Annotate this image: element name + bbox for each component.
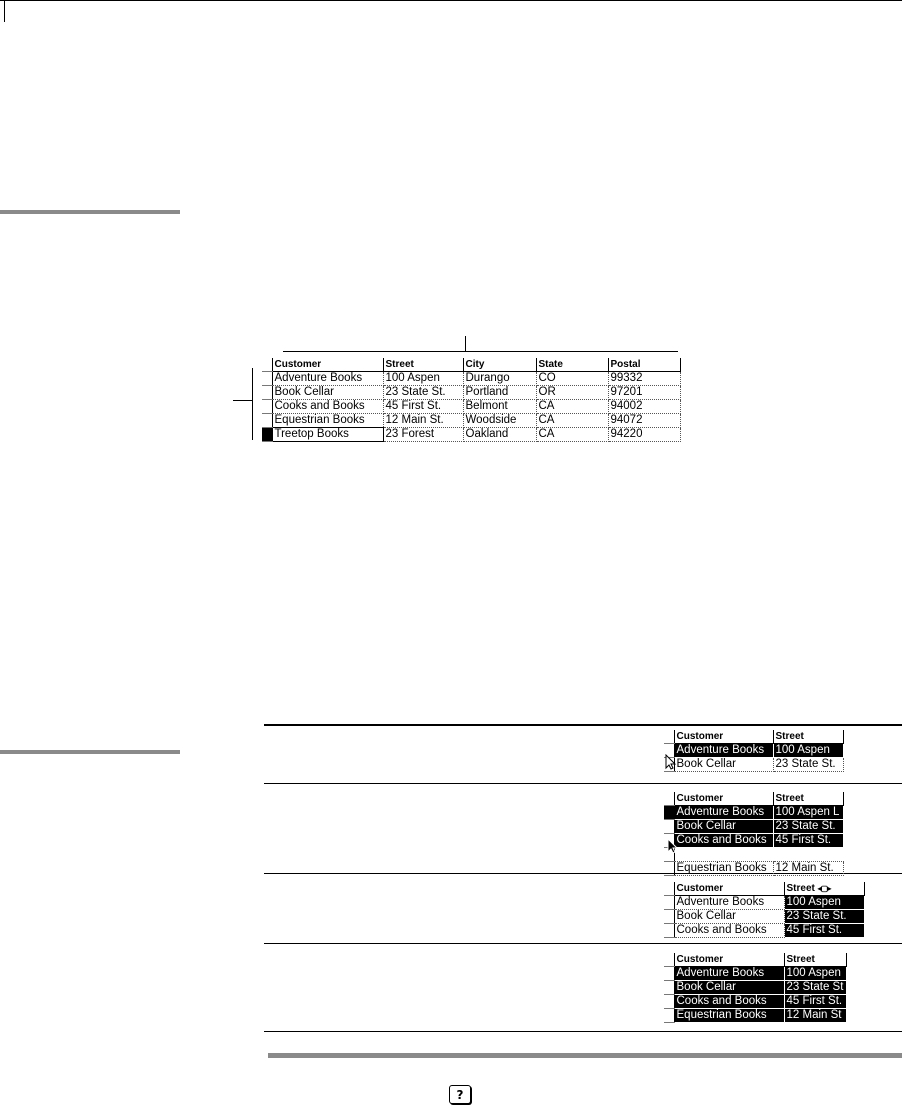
cell-customer[interactable]: Book Cellar <box>272 386 383 400</box>
cell-customer[interactable] <box>674 848 773 862</box>
cell-customer[interactable]: Cooks and Books <box>674 995 784 1009</box>
cell-street[interactable]: 45 First St. <box>773 834 843 848</box>
row-selector[interactable] <box>664 896 674 910</box>
margin-rule-1 <box>0 210 180 214</box>
column-header-street[interactable] <box>784 882 864 896</box>
cell-street[interactable]: 45 First St. <box>784 924 864 938</box>
cell-postal[interactable]: 99332 <box>608 372 680 386</box>
cell-city[interactable]: Belmont <box>463 400 536 414</box>
row-selector[interactable] <box>664 967 674 981</box>
datasheet-header-row <box>262 358 680 372</box>
column-header-customer[interactable]: Customer <box>674 953 784 967</box>
callout-columns-tick <box>465 336 466 351</box>
row-selector-header[interactable] <box>664 953 674 967</box>
example-select-multiple-records <box>664 792 844 876</box>
cell-customer[interactable]: Cooks and Books <box>674 924 784 938</box>
table-row[interactable] <box>664 848 843 862</box>
cell-street[interactable]: 45 First St. <box>383 400 463 414</box>
table-row-selected[interactable] <box>664 744 843 758</box>
cell-customer[interactable]: Adventure Books <box>674 806 773 820</box>
callout-columns-line <box>283 351 678 352</box>
cell-customer[interactable]: Book Cellar <box>674 820 773 834</box>
cell-street[interactable]: 23 Forest <box>383 428 463 442</box>
cell-postal[interactable]: 97201 <box>608 386 680 400</box>
column-header-postal[interactable]: Postal <box>608 358 680 372</box>
table-row[interactable] <box>664 896 864 910</box>
table-row[interactable] <box>262 386 680 400</box>
table-row[interactable] <box>664 910 864 924</box>
cell-customer[interactable]: Adventure Books <box>674 896 784 910</box>
cell-street[interactable]: 23 State St. <box>773 820 843 834</box>
cell-street[interactable]: 12 Main St. <box>773 862 843 876</box>
row-selector-header[interactable] <box>262 358 272 372</box>
table-row-selected[interactable] <box>664 1009 846 1023</box>
column-header-street[interactable]: Street <box>773 730 843 744</box>
techniques-divider-3 <box>264 943 902 944</box>
table-row-selected[interactable] <box>664 834 843 848</box>
column-header-customer[interactable]: Customer <box>674 730 773 744</box>
cell-customer[interactable]: Equestrian Books <box>272 414 383 428</box>
column-header-customer[interactable]: Customer <box>674 792 773 806</box>
table-row[interactable] <box>262 372 680 386</box>
row-selector[interactable] <box>664 862 674 876</box>
cell-street[interactable]: 100 Aspen <box>784 896 864 910</box>
cell-state[interactable]: CA <box>536 428 608 442</box>
row-selector[interactable] <box>664 910 674 924</box>
cell-state[interactable]: CA <box>536 414 608 428</box>
column-header-street-label: Street <box>786 883 815 894</box>
pointer-cursor-icon <box>667 838 679 854</box>
row-selector[interactable] <box>664 806 674 820</box>
row-selector[interactable] <box>664 820 674 834</box>
cell-customer[interactable]: Cooks and Books <box>272 400 383 414</box>
callout-rows-tick <box>233 400 252 401</box>
example-select-record <box>664 730 844 772</box>
table-row[interactable] <box>664 924 864 938</box>
help-icon-glyph: ? <box>456 1087 464 1102</box>
cell-customer[interactable]: Cooks and Books <box>674 834 773 848</box>
example-select-column <box>664 882 865 938</box>
row-selector-header[interactable] <box>664 730 674 744</box>
table-row-current[interactable] <box>262 428 680 442</box>
cell-customer[interactable]: Adventure Books <box>674 967 784 981</box>
page-left-rule <box>4 0 5 22</box>
customer-datasheet <box>262 358 681 442</box>
table-row-selected[interactable] <box>664 820 843 834</box>
column-resize-icon: ◂▢▸ <box>817 884 831 893</box>
row-selector-header[interactable] <box>664 792 674 806</box>
table-row[interactable] <box>664 758 843 772</box>
cell-street[interactable]: 45 First St. <box>784 995 846 1009</box>
cell-street[interactable]: 100 Aspen <box>784 967 846 981</box>
row-selector[interactable] <box>262 414 272 428</box>
table-row[interactable] <box>262 414 680 428</box>
table-row-selected[interactable] <box>664 995 846 1009</box>
cell-state[interactable]: CA <box>536 400 608 414</box>
cell-state[interactable]: OR <box>536 386 608 400</box>
cell-city[interactable]: Oakland <box>463 428 536 442</box>
row-selector[interactable] <box>664 995 674 1009</box>
cell-customer-active[interactable]: Treetop Books <box>272 428 383 442</box>
column-header-customer[interactable]: Customer <box>674 882 784 896</box>
row-selector[interactable] <box>262 372 272 386</box>
cell-street[interactable]: 12 Main St. <box>383 414 463 428</box>
row-selector[interactable] <box>664 924 674 938</box>
cell-street[interactable] <box>773 848 843 862</box>
pointer-cursor-icon <box>665 754 677 770</box>
cell-postal[interactable]: 94002 <box>608 400 680 414</box>
cell-city[interactable]: Durango <box>463 372 536 386</box>
cell-customer[interactable]: Book Cellar <box>674 981 784 995</box>
column-header-street[interactable]: Street <box>773 792 843 806</box>
cell-customer[interactable]: Equestrian Books <box>674 862 773 876</box>
current-record-indicator[interactable] <box>262 428 272 442</box>
row-selector[interactable] <box>664 981 674 995</box>
row-selector[interactable] <box>664 1009 674 1023</box>
column-header-state[interactable]: State <box>536 358 608 372</box>
table-row-selected[interactable] <box>664 806 843 820</box>
table-row-selected[interactable] <box>664 981 846 995</box>
column-header-city[interactable]: City <box>463 358 536 372</box>
cell-customer[interactable]: Book Cellar <box>674 758 773 772</box>
cell-state[interactable]: CO <box>536 372 608 386</box>
page-top-rule <box>0 0 902 1</box>
row-selector[interactable] <box>262 400 272 414</box>
cell-street[interactable]: 12 Main St <box>784 1009 846 1023</box>
row-selector[interactable] <box>262 386 272 400</box>
techniques-divider-1 <box>264 783 902 784</box>
cell-customer[interactable]: Adventure Books <box>674 744 773 758</box>
cell-customer[interactable]: Book Cellar <box>674 910 784 924</box>
column-header-customer[interactable]: Customer <box>272 358 383 372</box>
example-select-all <box>664 953 847 1023</box>
cell-street[interactable]: 23 State St. <box>784 910 864 924</box>
cell-customer[interactable]: Adventure Books <box>272 372 383 386</box>
cell-street[interactable]: 100 Aspen <box>383 372 463 386</box>
help-icon[interactable] <box>449 1085 471 1104</box>
cell-street[interactable]: 23 State St. <box>383 386 463 400</box>
cell-street[interactable]: 23 State St <box>784 981 846 995</box>
callout-rows-line <box>252 368 253 440</box>
cell-city[interactable]: Portland <box>463 386 536 400</box>
cell-street[interactable]: 100 Aspen L <box>773 806 843 820</box>
table-row[interactable] <box>664 862 843 876</box>
cell-postal[interactable]: 94220 <box>608 428 680 442</box>
column-header-street[interactable]: Street <box>784 953 846 967</box>
margin-rule-2 <box>0 750 180 754</box>
row-selector-header[interactable] <box>664 882 674 896</box>
techniques-top-rule <box>264 724 902 726</box>
column-header-street[interactable]: Street <box>383 358 463 372</box>
section-end-rule <box>268 1053 902 1058</box>
cell-customer[interactable]: Equestrian Books <box>674 1009 784 1023</box>
cell-street[interactable]: 100 Aspen <box>773 744 843 758</box>
cell-city[interactable]: Woodside <box>463 414 536 428</box>
techniques-bottom-rule <box>264 1031 902 1032</box>
table-row[interactable] <box>262 400 680 414</box>
cell-postal[interactable]: 94072 <box>608 414 680 428</box>
table-row-selected[interactable] <box>664 967 846 981</box>
cell-street[interactable]: 23 State St. <box>773 758 843 772</box>
